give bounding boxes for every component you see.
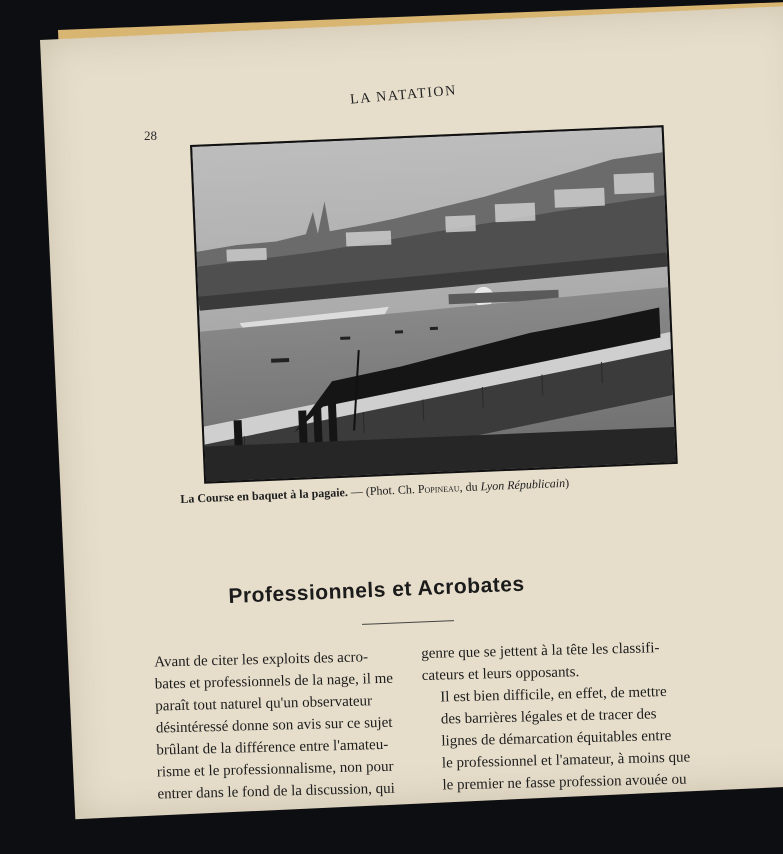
text-line: lignes de démarcation équitables entre bbox=[441, 727, 672, 750]
book-page bbox=[40, 6, 783, 820]
photograph-image bbox=[192, 127, 676, 481]
text-line: brûlant de la différence entre l'amateu- bbox=[156, 736, 389, 759]
caption-dash: — bbox=[347, 484, 367, 499]
text-line: genre que se jettent à la tête les classifi- bbox=[421, 640, 660, 662]
left-column bbox=[136, 645, 418, 806]
text-line: bates et professionnels de la nage, il me bbox=[154, 670, 394, 693]
caption-publication: Lyon Républicain bbox=[480, 475, 566, 494]
right-paragraph bbox=[422, 679, 745, 797]
photograph-illustration bbox=[190, 125, 678, 484]
text-line: cateurs et leurs opposants. bbox=[421, 664, 580, 684]
right-column bbox=[421, 635, 745, 797]
text-line: risme et le professionnalisme, non pour bbox=[156, 758, 394, 781]
title-divider bbox=[362, 620, 454, 625]
article-title: Professionnels et Acrobates bbox=[228, 572, 526, 608]
text-line: Il est bien difficile, en effet, de mettre bbox=[440, 684, 667, 706]
caption-credit-close: ) bbox=[564, 475, 570, 490]
caption-photographer: Popineau bbox=[417, 480, 460, 497]
caption-credit-open: (Phot. Ch. bbox=[365, 482, 419, 499]
left-paragraph bbox=[136, 645, 418, 806]
text-line: paraît tout naturel qu'un observateur bbox=[155, 693, 373, 715]
text-line: désintéressé donne son avis sur ce sujet bbox=[155, 714, 393, 737]
text-line: entrer dans le fond de la discussion, qui bbox=[157, 780, 396, 803]
text-line: Avant de citer les exploits des acro- bbox=[154, 649, 369, 671]
text-line: le premier ne fasse profession avouée ou bbox=[442, 771, 687, 794]
caption-credit-mid: , du bbox=[459, 479, 481, 495]
caption-title: La Course en baquet à la pagaie. bbox=[180, 484, 349, 506]
running-head: LA NATATION bbox=[349, 83, 458, 108]
text-line: le professionnel et l'amateur, à moins que bbox=[441, 749, 691, 772]
page-number: 28 bbox=[144, 128, 157, 143]
right-paragraph-continued bbox=[421, 635, 742, 687]
text-line: des barrières légales et de tracer des bbox=[440, 706, 657, 728]
